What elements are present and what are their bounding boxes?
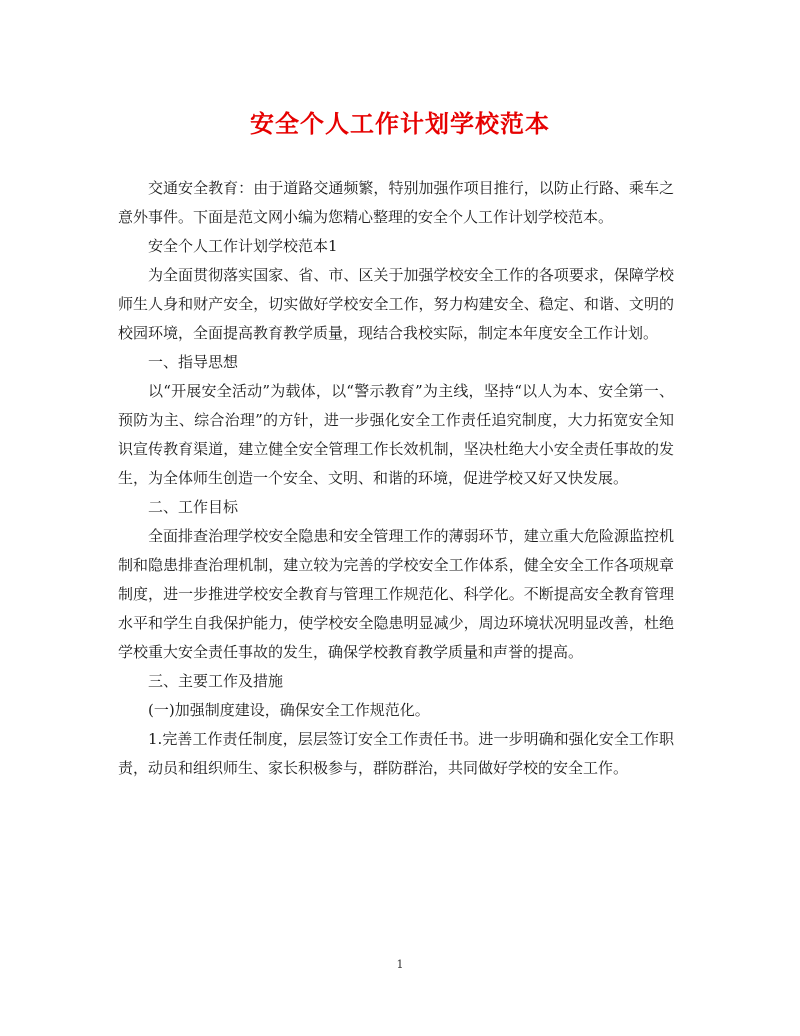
body-paragraph: 1.完善工作责任制度，层层签订安全工作责任书。进一步明确和强化安全工作职责，动员和组织师生、家长积极参与，群防群治，共同做好学校的安全工作。	[118, 730, 674, 777]
document-body	[118, 174, 674, 783]
section-heading: 一、指导思想	[148, 353, 239, 371]
section-heading: 二、工作目标	[148, 498, 239, 516]
section-title: 安全个人工作计划学校范本1	[148, 237, 338, 255]
document-title: 安全个人工作计划学校范本	[250, 109, 550, 138]
body-paragraph: 为全面贯彻落实国家、省、市、区关于加强学校安全工作的各项要求，保障学校师生人身和财产安全，切实做好学校安全工作，努力构建安全、稳定、和谐、文明的校园环境，全面提高教育教学质量，现结合我校实际，制定本年度安全工作计划。	[118, 266, 674, 342]
body-paragraph: 以“开展安全活动”为载体，以“警示教育”为主线，坚持“以人为本、安全第一、预防为主、综合治理”的方针，进一步强化安全工作责任追究制度，大力拓宽安全知识宣传教育渠道，建立健全安全管理工作长效机制，坚决杜绝大小安全责任事故的发生，为全体师生创造一个安全、文明、和谐的环境，促进学校又好又快发展。	[118, 382, 674, 487]
intro-paragraph: 交通安全教育：由于道路交通频繁，特别加强作项目推行，以防止行路、乘车之意外事件。下面是范文网小编为您精心整理的安全个人工作计划学校范本。	[118, 179, 674, 226]
body-paragraph: 全面排查治理学校安全隐患和安全管理工作的薄弱环节，建立重大危险源监控机制和隐患排查治理机制，建立较为完善的学校安全工作体系，健全安全工作各项规章制度，进一步推进学校安全教育与管理工作规范化、科学化。不断提高安全教育管理水平和学生自我保护能力，使学校安全隐患明显减少，周边环境状况明显改善，杜绝学校重大安全责任事故的发生，确保学校教育教学质量和声誉的提高。	[118, 527, 674, 661]
subsection-heading: (一)加强制度建设，确保安全工作规范化。	[148, 701, 430, 719]
section-heading: 三、主要工作及措施	[148, 672, 284, 690]
page-number: 1	[396, 958, 404, 971]
